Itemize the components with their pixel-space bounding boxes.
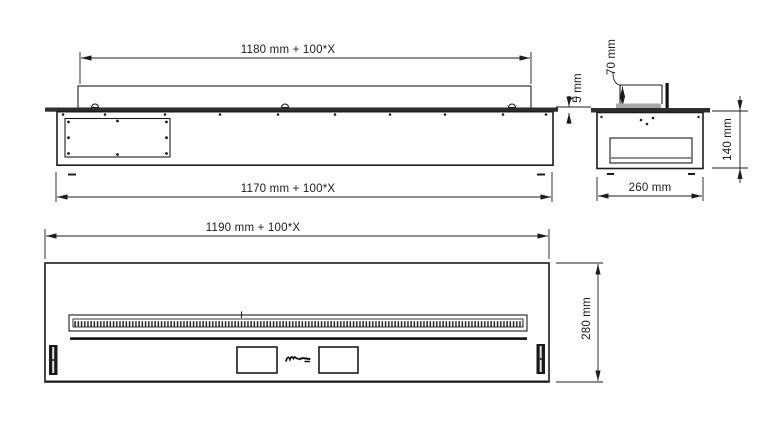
ignition-pin	[666, 83, 669, 108]
end-dim-flange-label: 5 mm	[572, 73, 584, 103]
end-dim-width	[597, 177, 703, 201]
control-box-left	[237, 347, 277, 373]
burner-shade	[616, 104, 661, 109]
side-dim-bottom-label: 1170 mm + 100*X	[240, 183, 336, 195]
burner-slot-hatch	[73, 319, 523, 327]
alignment-tick-left	[68, 174, 76, 176]
end-opening	[610, 138, 692, 163]
side-dim-top	[80, 44, 531, 84]
side-dim-top-label: 1180 mm + 100*X	[240, 44, 336, 56]
side-view	[45, 44, 558, 202]
end-dim-flange	[556, 73, 591, 124]
end-dim-height-label: 140 mm	[722, 118, 734, 161]
front-dim-width	[45, 222, 549, 259]
front-view	[45, 222, 603, 382]
front-dim-height	[556, 263, 603, 382]
end-tick-right	[688, 173, 695, 175]
access-panel	[65, 119, 170, 158]
side-vent-right	[537, 344, 546, 374]
alignment-tick-right	[537, 174, 545, 176]
end-dim-width-label: 260 mm	[628, 182, 672, 194]
front-dim-width-label: 1190 mm + 100*X	[205, 222, 301, 234]
end-tick-left	[607, 173, 614, 175]
front-dim-height-label: 280 mm	[581, 297, 593, 340]
burner-top-profile	[78, 86, 531, 108]
front-groove-line	[70, 337, 527, 340]
end-dim-height	[712, 96, 748, 183]
end-dim-burner-height-label: 70 mm	[606, 38, 618, 76]
side-vent-left	[49, 345, 58, 375]
side-dim-bottom	[56, 172, 552, 202]
control-box-right	[319, 347, 358, 373]
end-view	[556, 39, 748, 201]
